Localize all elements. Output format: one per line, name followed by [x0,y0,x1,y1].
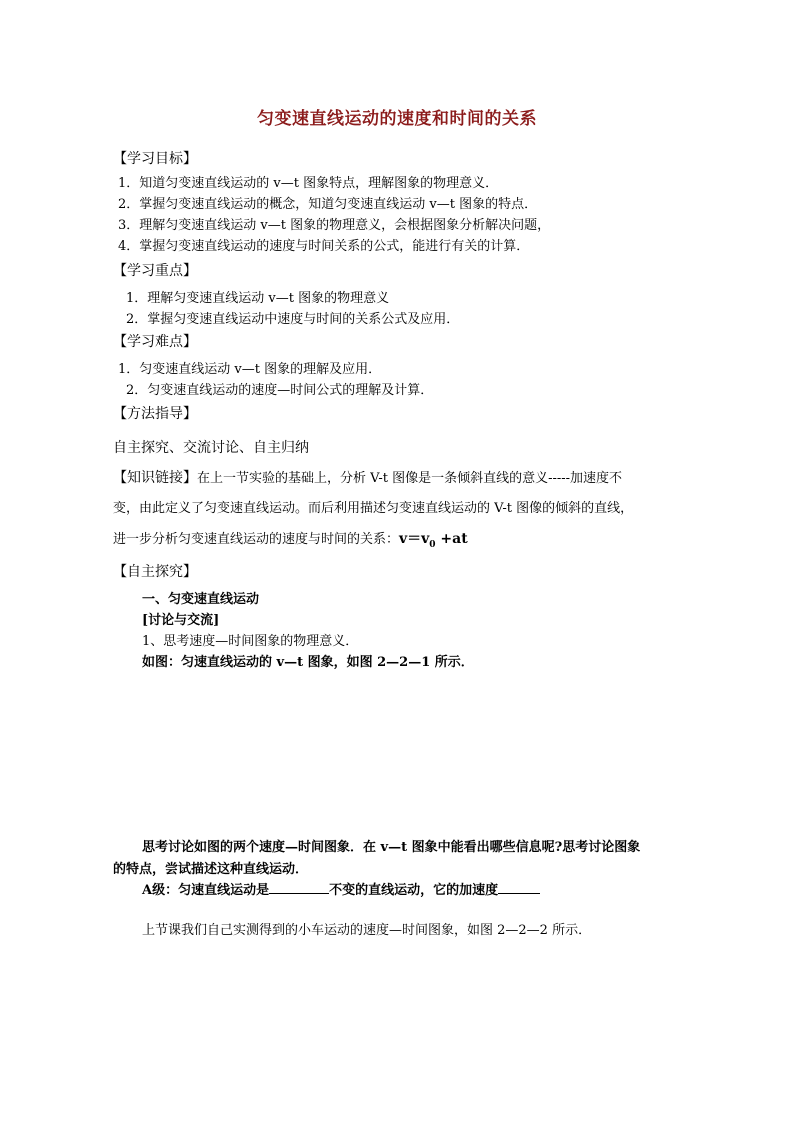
answer-blank-2[interactable] [498,881,540,894]
knowledge-link-line-3 [113,528,468,550]
velocity-formula: $v=v_0 +at$ [399,531,468,550]
figure-reference: 如图：匀速直线运动的 v—t 图象，如图 2—2—1 所示． [142,655,474,670]
section-one-title: 一、匀变速直线运动 [142,592,260,607]
knowledge-link-text-1: 在上一节实验的基础上，分析 V-t 图像是一条倾斜直线的意义-----加速度不 [197,471,623,486]
difficulty-item-1: 1．匀变速直线运动 v—t 图象的理解及应用． [118,362,382,377]
goal-item-1: 1．知道匀变速直线运动的 v—t 图象特点，理解图象的物理意义． [118,176,499,191]
goals-heading: 【学习目标】 [113,151,197,167]
question-1: 1、思考速度—时间图象的物理意义． [142,634,359,649]
think-discuss-line-2: 的特点，尝试描述这种直线运动． [113,862,309,877]
think-discuss-line-1: 思考讨论如图的两个速度—时间图象．在 v—t 图象中能看出哪些信息呢?思考讨论图象 [142,840,641,855]
a-level-question: A级：匀速直线运动是 不变的直线运动，它的加速度 [142,879,540,898]
method-text: 自主探究、交流讨论、自主归纳 [113,440,309,456]
page-title: 匀变速直线运动的速度和时间的关系 [257,109,537,129]
keypoint-item-2: 2．掌握匀变速直线运动中速度与时间的关系公式及应用． [126,312,460,327]
keypoint-item-1: 1．理解匀变速直线运动 v—t 图象的物理意义 [126,291,390,306]
knowledge-link-line-2: 变，由此定义了匀变速直线运动。而后利用描述匀变速直线运动的 V-t 图像的倾斜的直线， [113,501,634,516]
keypoints-heading: 【学习重点】 [113,263,197,279]
goal-item-2: 2．掌握匀变速直线运动的概念，知道匀变速直线运动 v—t 图象的特点． [118,197,538,212]
last-paragraph: 上节课我们自己实测得到的小车运动的速度—时间图象，如图 2—2—2 所示． [142,923,592,938]
goal-item-4: 4．掌握匀变速直线运动的速度与时间关系的公式，能进行有关的计算． [118,239,530,254]
difficulty-item-2: 2．匀变速直线运动的速度—时间公式的理解及计算． [126,383,434,398]
answer-blank-1[interactable] [269,881,329,894]
knowledge-link-text-3: 进一步分析匀变速直线运动的速度与时间的关系： [113,532,400,547]
knowledge-link-label: 【知识链接】 [113,470,197,486]
self-explore-heading: 【自主探究】 [113,564,197,580]
method-heading: 【方法指导】 [113,406,197,422]
goal-item-3: 3．理解匀变速直线运动 v—t 图象的物理意义，会根据图象分析解决问题， [118,218,551,233]
discussion-label: [讨论与交流] [142,613,220,628]
difficulties-heading: 【学习难点】 [113,334,197,350]
knowledge-link-line-1 [113,467,622,487]
